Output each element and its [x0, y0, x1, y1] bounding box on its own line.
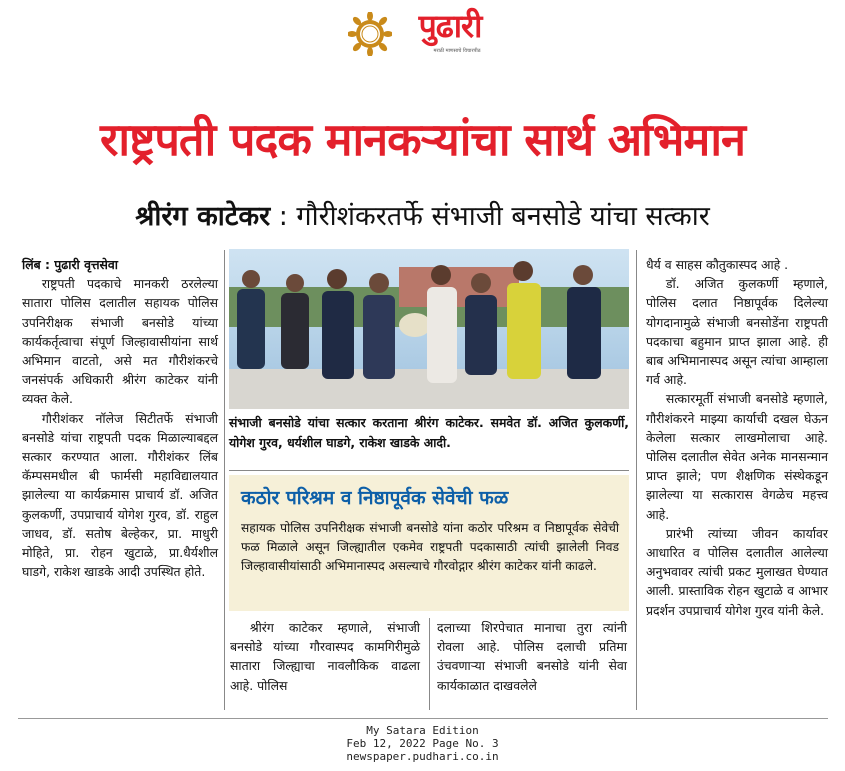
middle-paragraph-a: श्रीरंग काटेकर म्हणाले, संभाजी बनसोडे यांच्या गौरवास्पद कामगिरीमुळे सातारा जिल्ह्याचा नावलौकिक वाढला आहे. पोलिस — [230, 620, 420, 693]
right-paragraph-4: प्रारंभी त्यांच्या जीवन कार्यावर आधारित व पोलिस दलातील आलेल्या अनुभवावर त्यांची प्रकट मुलाखत घेण्यात आली. प्रास्ताविक रोहन खुटाळे व आभार प्रदर्शन उपप्राचार्य योगेश गुरव यांनी केले. — [646, 525, 828, 618]
subhead-lead: श्रीरंग काटेकर — [135, 201, 271, 232]
left-column — [22, 255, 218, 581]
middle-paragraph-b: दलाच्या शिरपेचात मानाचा तुरा त्यांनी रोवला आहे. पोलिस दलाची प्रतिमा उंचवणाऱ्या संभाजी बनसोडे यांनी सेवा कार्यकाळात दाखवलेले — [437, 620, 627, 693]
footer — [0, 724, 845, 763]
subheadline — [0, 196, 845, 238]
highlight-box-body: सहायक पोलिस उपनिरीक्षक संभाजी बनसोडे यांना कठोर परिश्रम व निष्ठापूर्वक सेवेची फळ मिळाले असून जिल्ह्यातील एकमेव राष्ट्रपती पदकासाठी त्यांची झालेली निवड जिल्हावासीयांसाठी अभिमानास्पद असल्याचे गौरवोद्गार श्रीरंग काटेकर यांनी काढले. — [241, 521, 619, 574]
dateline: लिंब : पुढारी वृत्तसेवा — [22, 257, 119, 272]
left-paragraph-2: गौरीशंकर नॉलेज सिटीतर्फे संभाजी बनसोडे यांचा राष्ट्रपती पदक मिळाल्याबद्दल सत्कार करण्यात आला. गौरीशंकर लिंब कॅम्पसमधील बी फार्मसी महाविद्यालयात झालेल्या या कार्यक्रमास प्राचार्य डॉ. अजित कुलकर्णी, उपप्राचार्य योगेश गुरव, डॉ. राहुल जाधव, डॉ. सतोष बेल्हेकर, प्रा. माधुरी मोहिते, प्रा. रोहन खुटाळे, प्रा.धैर्यशील घाडगे, राकेश खाडके आदी उपस्थित होते. — [22, 410, 218, 580]
column-divider — [636, 250, 637, 710]
column-divider — [429, 618, 430, 710]
headline: राष्ट्रपती पदक मानकऱ्यांचा सार्थ अभिमान — [100, 113, 745, 166]
column-divider — [224, 250, 225, 710]
middle-column-b — [437, 618, 627, 695]
right-column — [646, 255, 828, 620]
right-paragraph-3: सत्कारमूर्ती संभाजी बनसोडे म्हणाले, गौरीशंकरने माझ्या कार्याची दखल घेऊन केलेला सत्कार लाखमोलाचा आहे. पोलिस दलातील सेवेत अनेक मानसन्मान प्राप्त झाले; पण शैक्षणिक संस्थेकडून झालेल्या या सत्कारास वेगळेच महत्त्व आहे. — [646, 391, 828, 522]
highlight-box — [229, 475, 629, 611]
subhead-rest: : गौरीशंकरतर्फे संभाजी बनसोडे यांचा सत्कार — [270, 201, 710, 232]
left-paragraph-1: राष्ट्रपती पदकाचे मानकरी ठरलेल्या सातारा पोलिस दलातील सहायक पोलिस उपनिरीक्षक संभाजी बनसोडे यांच्या कार्यकर्तृत्वाचा संपूर्ण जिल्हावासीयांना सार्थ अभिमान वाटतो, असे मत गौरीशंकरचे जनसंपर्क अधिकारी श्रीरंग काटेकर यांनी व्यक्त केले. — [22, 276, 218, 407]
photo-caption: संभाजी बनसोडे यांचा सत्कार करताना श्रीरंग काटेकर. समवेत डॉ. अजित कुलकर्णी, योगेश गुरव, धर्यशील घाडगे, राकेश खाडके आदी. — [229, 415, 629, 450]
footer-site[interactable]: newspaper.pudhari.co.in — [346, 750, 499, 763]
brand-logo — [398, 7, 502, 58]
highlight-box-title: कठोर परिश्रम व निष्ठापूर्वक सेवेची फळ — [241, 487, 509, 509]
footer-edition: My Satara Edition — [366, 724, 479, 737]
middle-column-a — [230, 618, 420, 695]
brand-tagline: मराठी माणसाचे विचारपीठ — [433, 48, 481, 54]
right-paragraph-2: डॉ. अजित कुलकर्णी म्हणाले, पोलिस दलात निष्ठापूर्वक दिलेल्या योगदानामुळे संभाजी बनसोडेंना राष्ट्रपती पदकाचा बहुमान प्राप्त झाला आहे. ही बाब अभिमानास्पद असून त्यांचा आम्हाला गर्व आहे. — [646, 276, 828, 388]
footer-divider — [18, 718, 828, 719]
masthead — [0, 8, 845, 58]
right-paragraph-1: धैर्य व साहस कौतुकास्पद आहे . — [646, 257, 789, 272]
anniversary-emblem-icon — [348, 12, 392, 56]
brand-name: पुढारी — [418, 7, 482, 45]
felicitation-photo — [229, 249, 629, 409]
caption-divider — [229, 470, 629, 471]
footer-date-page: Feb 12, 2022 Page No. 3 — [346, 737, 499, 750]
